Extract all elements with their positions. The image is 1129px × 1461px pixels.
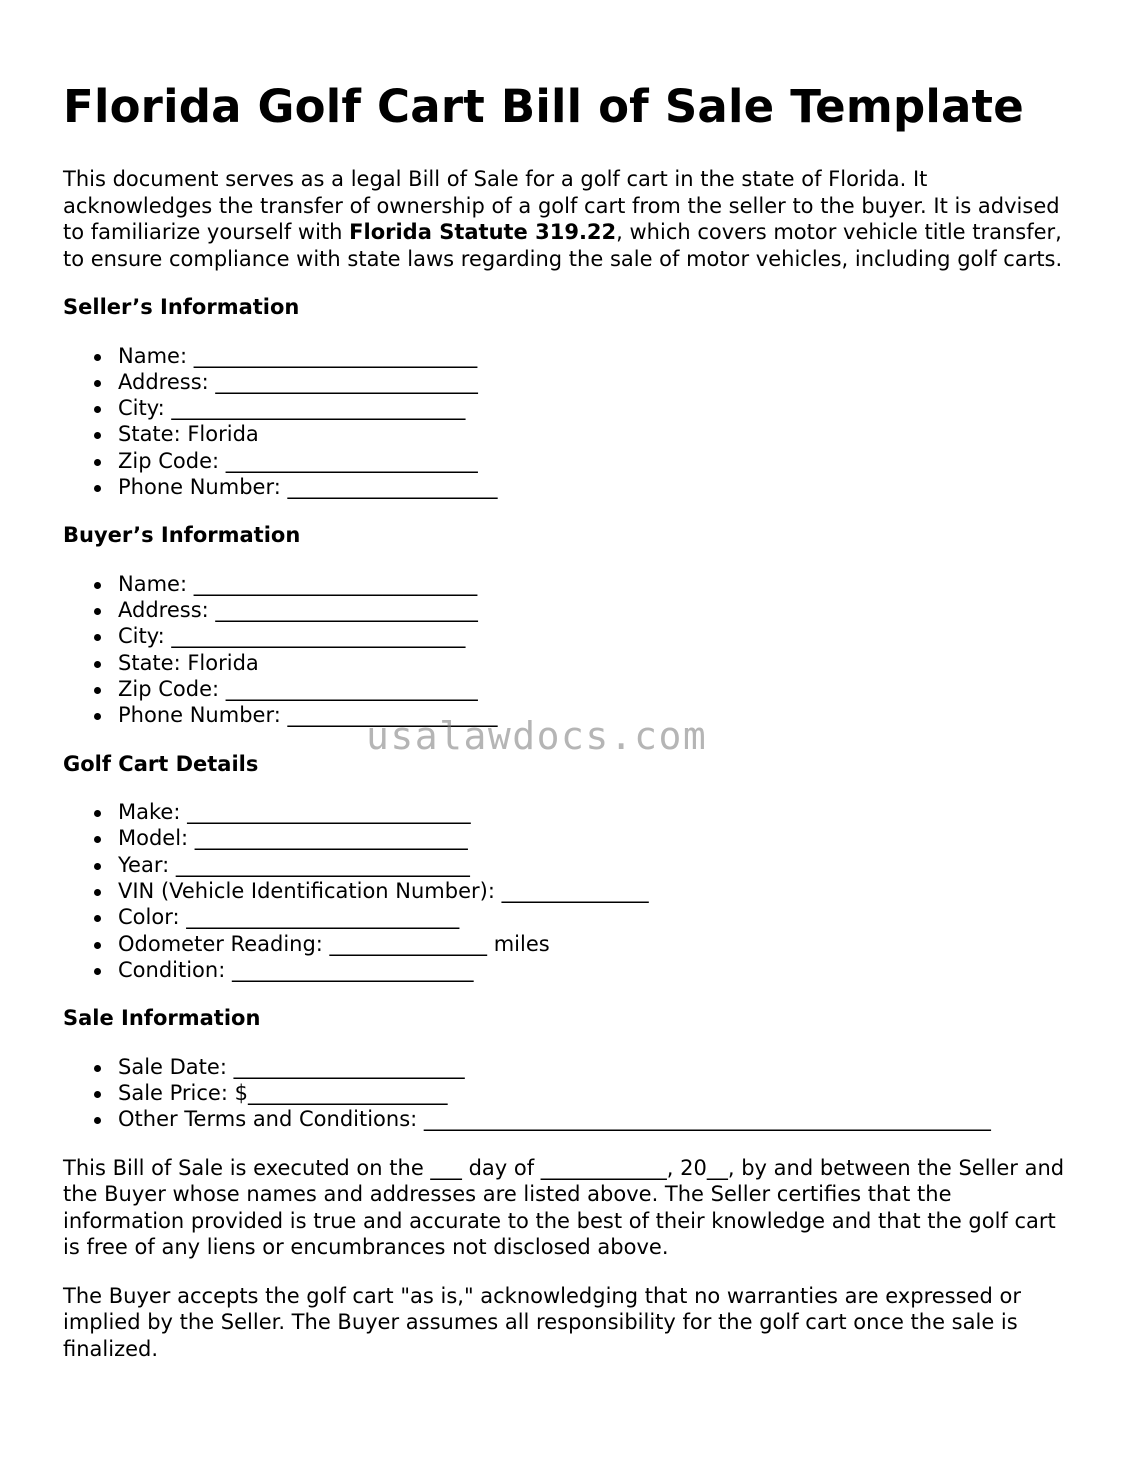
cart-odometer-field: Odometer Reading: _______________ miles — [118, 931, 1073, 957]
sale-terms-field: Other Terms and Conditions: ______________________________________________________ — [118, 1106, 1073, 1132]
seller-name-field: Name: ___________________________ — [118, 343, 1073, 369]
cart-color-field: Color: __________________________ — [118, 904, 1073, 930]
intro-paragraph — [63, 166, 1073, 272]
cart-make-field: Make: ___________________________ — [118, 799, 1073, 825]
as-is-paragraph: The Buyer accepts the golf cart "as is," acknowledging that no warranties are expressed or implied by the Seller. The Buyer assumes all responsibility for the golf cart once the sale is finalized. — [63, 1283, 1021, 1361]
buyer-city-field: City: ____________________________ — [118, 623, 1073, 649]
seller-phone-field: Phone Number: ____________________ — [118, 474, 1073, 500]
buyer-zip-field: Zip Code: ________________________ — [118, 676, 1073, 702]
intro-text-end: , which covers motor vehicle title transfer, to ensure compliance with state laws regarding the sale of motor vehicles, including golf carts. — [63, 220, 1063, 271]
page-title: Florida Golf Cart Bill of Sale Template — [63, 80, 1024, 133]
cart-list — [63, 799, 1073, 983]
document-page — [63, 0, 1073, 1362]
seller-heading: Seller’s Information — [63, 295, 300, 319]
cart-model-field: Model: __________________________ — [118, 825, 1073, 851]
intro-text-start: This document serves as a legal Bill of Sale for a golf cart in the state of Florida. It acknowledges the transfer of ownership of a golf cart from the seller to the buyer. It is advised to familiarize yourself with — [63, 167, 1060, 244]
sale-list — [63, 1054, 1073, 1133]
buyer-list — [63, 571, 1073, 729]
sale-price-field: Sale Price: $___________________ — [118, 1080, 1073, 1106]
sale-heading: Sale Information — [63, 1006, 261, 1031]
sale-date-field: Sale Date: ______________________ — [118, 1054, 1073, 1080]
buyer-phone-field: Phone Number: ____________________ — [118, 702, 1073, 728]
cart-year-field: Year: ____________________________ — [118, 852, 1073, 878]
buyer-heading: Buyer’s Information — [63, 523, 301, 548]
seller-state-field: State: Florida — [118, 421, 1073, 447]
buyer-name-field: Name: ___________________________ — [118, 571, 1073, 597]
cart-heading: Golf Cart Details — [63, 751, 259, 776]
execution-paragraph: This Bill of Sale is executed on the ___ day of ____________, 20__, by and between the Seller and the Buyer whose names and addresses are listed above. The Seller certifies that the information provided is true and accurate to the best of their knowledge and that the golf cart is free of any liens or encumbrances not disclosed above. — [63, 1155, 1065, 1260]
seller-address-field: Address: _________________________ — [118, 369, 1073, 395]
cart-condition-field: Condition: _______________________ — [118, 957, 1073, 983]
buyer-state-field: State: Florida — [118, 650, 1073, 676]
seller-zip-field: Zip Code: ________________________ — [118, 448, 1073, 474]
statute-reference: Florida Statute 319.22 — [349, 220, 617, 244]
seller-list — [63, 343, 1073, 501]
cart-vin-field: VIN (Vehicle Identification Number): ______________ — [118, 878, 1073, 904]
seller-city-field: City: ____________________________ — [118, 395, 1073, 421]
buyer-address-field: Address: _________________________ — [118, 597, 1073, 623]
watermark: usalawdocs.com — [366, 714, 708, 758]
